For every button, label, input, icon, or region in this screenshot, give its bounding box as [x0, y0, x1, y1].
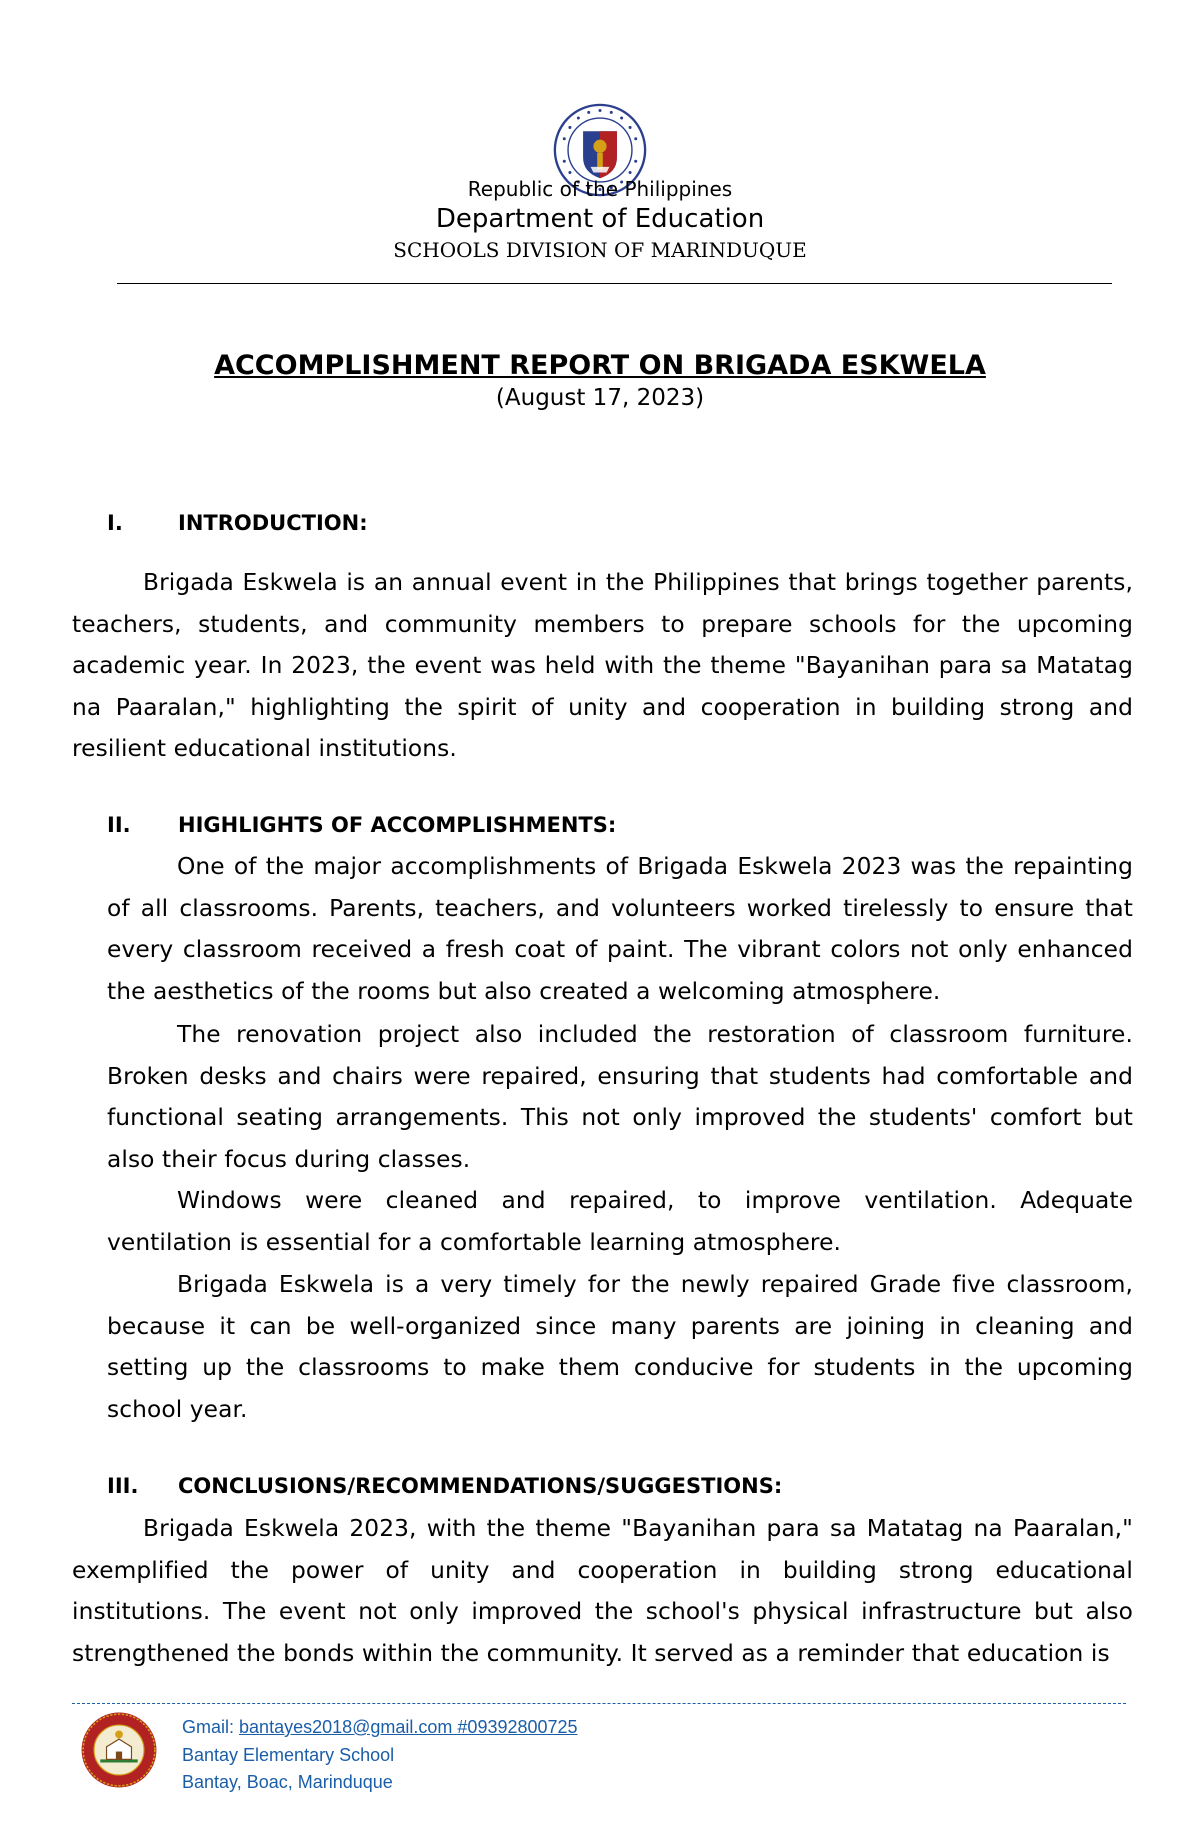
- header-divider: [117, 283, 1112, 284]
- gmail-label: Gmail:: [182, 1717, 235, 1737]
- section-number: III.: [107, 1474, 139, 1498]
- report-date: (August 17, 2023): [495, 385, 705, 411]
- section-title: CONCLUSIONS/RECOMMENDATIONS/SUGGESTIONS:: [178, 1474, 783, 1498]
- conclusions-paragraph: Brigada Eskwela 2023, with the theme "Bayanihan para sa Matatag na Paaralan," exemplified the power of unity and cooperation in building strong educational institutions. The event not only improved the school's physical infrastructure but also strengthened the bonds within the community. It served as a reminder that education is: [72, 1515, 1133, 1667]
- footer-email: [182, 1717, 578, 1738]
- section-heading-conclusions: [107, 1474, 1007, 1502]
- section-heading-introduction: [107, 511, 1007, 539]
- department-name: Department of Education: [435, 204, 765, 234]
- introduction-paragraph: Brigada Eskwela is an annual event in the Philippines that brings together parents, teachers, students, and community members to prepare schools for the upcoming academic year. In 2023, the event was held with the theme "Bayanihan para sa Matatag na Paaralan," highlighting the spirit of unity and cooperation in building strong and resilient educational institutions.: [72, 569, 1133, 762]
- highlights-paragraph-furniture: The renovation project also included the restoration of classroom furniture. Broken desks and chairs were repaired, ensuring that students had comfortable and functional seating arrangements. This not only improved the students' comfort but also their focus during classes.: [107, 1021, 1133, 1173]
- highlights-paragraph-grade-five: Brigada Eskwela is a very timely for the newly repaired Grade five classroom, because it can be well-organized since many parents are joining in cleaning and setting up the classrooms to make them conducive for students in the upcoming school year.: [107, 1271, 1133, 1423]
- highlights-paragraph-windows: Windows were cleaned and repaired, to improve ventilation. Adequate ventilation is essential for a comfortable learning atmosphere.: [107, 1187, 1133, 1256]
- division-name: SCHOOLS DIVISION OF MARINDUQUE: [393, 238, 807, 262]
- section-number: II.: [107, 813, 131, 837]
- email-link[interactable]: bantayes2018@gmail.com #09392800725: [239, 1717, 578, 1737]
- section-heading-highlights: [107, 813, 1007, 841]
- footer-school-name: Bantay Elementary School: [182, 1745, 395, 1765]
- republic-line: Republic of the Philippines: [467, 177, 733, 201]
- footer-address: Bantay, Boac, Marinduque: [182, 1772, 393, 1792]
- section-title: HIGHLIGHTS OF ACCOMPLISHMENTS:: [178, 813, 617, 837]
- section-title: INTRODUCTION:: [178, 511, 368, 535]
- report-title: ACCOMPLISHMENT REPORT ON BRIGADA ESKWELA: [214, 350, 986, 381]
- highlights-paragraph-repainting: One of the major accomplishments of Brigada Eskwela 2023 was the repainting of all classrooms. Parents, teachers, and volunteers worked tirelessly to ensure that every classroom received a fresh coat of paint. The vibrant colors not only enhanced the aesthetics of the rooms but also created a welcoming atmosphere.: [107, 853, 1133, 1005]
- section-number: I.: [107, 511, 123, 535]
- school-seal-logo: [80, 1711, 158, 1789]
- footer-divider: [72, 1703, 1126, 1704]
